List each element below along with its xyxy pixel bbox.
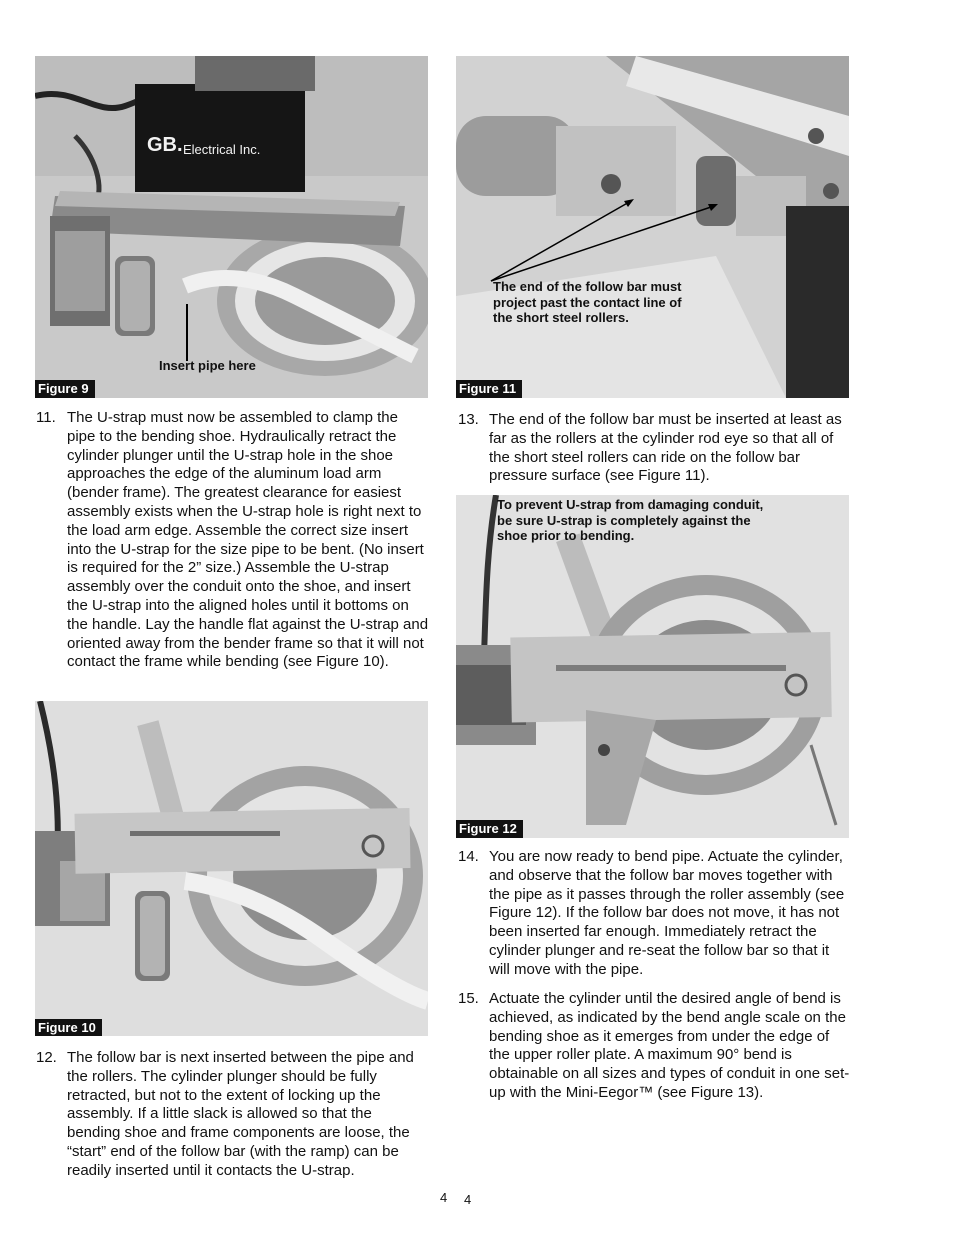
page-number: 4 bbox=[440, 1190, 448, 1205]
step-text: Actuate the cylinder until the desired angle of bend is achieved, as indicated by the bend angle scale on the bending shoe as it emerges from under the edge of the upper roller plate. A maximum 90° bend is obtainable on all sizes and types of conduit in one set-up with the Mini-Eegor™ (see Figure 13). bbox=[489, 990, 850, 1101]
step-number: 12. bbox=[36, 1049, 57, 1066]
step-14 bbox=[458, 848, 852, 980]
step-11 bbox=[36, 409, 430, 691]
page-number-duplicate: 4 bbox=[464, 1192, 472, 1207]
step-number: 13. bbox=[458, 411, 479, 428]
figure-11-photo bbox=[456, 56, 849, 398]
figure-9-photo bbox=[35, 56, 428, 398]
step-text: You are now ready to bend pipe. Actuate the cylinder, and observe that the follow bar moves together with the pipe as it passes through the roller assembly (see Figure 12). If the follow bar does not move, it has not been inserted far enough. Immediately retract the cylinder plunger and re-seat the follow bar so that it will move with the pipe. bbox=[489, 848, 845, 978]
step-15 bbox=[458, 990, 852, 1105]
step-number: 15. bbox=[458, 990, 479, 1007]
figure-10-photo bbox=[35, 701, 428, 1036]
roller-assembly-illustration bbox=[456, 56, 849, 398]
figure-11-label: Figure 11 bbox=[456, 380, 522, 398]
step-number: 14. bbox=[458, 848, 479, 865]
figure-9-callout: Insert pipe here bbox=[159, 358, 256, 373]
step-text: The end of the follow bar must be inserted at least as far as the rollers at the cylinder rod eye so that all of the short steel rollers can ride on the follow bar pressure surface (see Figure 11). bbox=[489, 411, 842, 485]
step-12 bbox=[36, 1049, 430, 1184]
figure-11-callout: The end of the follow bar must project past the contact line of the short steel rollers. bbox=[493, 279, 682, 325]
step-text: The U-strap must now be assembled to clamp the pipe to the bending shoe. Hydraulically retract the cylinder plunger until the U-strap hole in the shoe approaches the edge of the aluminum load arm (bender frame). The greatest clearance for easiest assembly exists when the U-strap hole is right next to the load arm edge. Assemble the correct size insert into the U-strap for the size pipe to be bent. (No insert is required for the 2” size.) Assemble the U-strap assembly over the conduit onto the shoe, and insert the U-strap into the aligned holes until it bottoms on the handle. Lay the handle flat against the U-strap and oriented away from the bender frame so that it will not contact the frame while bending (see Figure 10). bbox=[67, 409, 429, 671]
figure-10-label: Figure 10 bbox=[35, 1019, 102, 1036]
figure-12-callout: To prevent U-strap from damaging conduit, be sure U-strap is completely against the shoe prior to bending. bbox=[497, 497, 764, 543]
u-strap-illustration bbox=[35, 701, 428, 1036]
brand-logo: GB. bbox=[147, 134, 183, 156]
figure-12-label: Figure 12 bbox=[456, 820, 523, 838]
svg-text:Electrical Inc.: Electrical Inc. bbox=[183, 142, 261, 157]
figure-9-label: Figure 9 bbox=[35, 380, 95, 398]
step-13 bbox=[458, 411, 852, 489]
step-text: The follow bar is next inserted between the pipe and the rollers. The cylinder plunger should be fully retracted, but not to the extent of locking up the assembly. If a little slack is allowed so that the bending shoe and frame components are loose, the “start” end of the follow bar (with the ramp) can be readily inserted until it contacts the U-strap. bbox=[67, 1049, 414, 1179]
step-number: 11. bbox=[36, 409, 56, 426]
bender-photo-illustration bbox=[35, 56, 428, 398]
follow-bar-illustration bbox=[456, 495, 849, 838]
figure-12-photo bbox=[456, 495, 849, 838]
